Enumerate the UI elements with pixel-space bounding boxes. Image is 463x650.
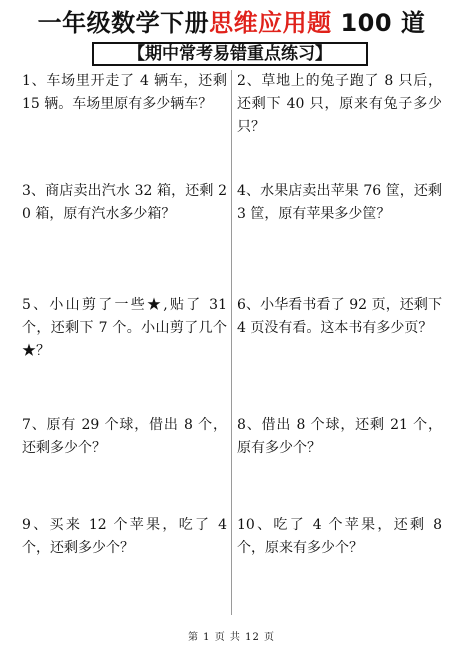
column-divider: [231, 70, 232, 615]
page-footer: 第 1 页 共 12 页: [188, 632, 275, 643]
question-1: 1、车场里开走了 4 辆车，还剩 15 辆。车场里原有多少辆车？: [22, 73, 227, 112]
question-8: 8、借出 8 个球，还剩 21 个，原有多少个？: [237, 417, 442, 456]
page-title: [0, 6, 463, 40]
question-9: 9、买来 12 个苹果，吃了 4 个，还剩多少个？: [22, 517, 227, 556]
question-7: 7、原有 29 个球，借出 8 个，还剩多少个？: [22, 417, 227, 456]
question-3: 3、商店卖出汽水 32 箱，还剩 20 箱，原有汽水多少箱？: [22, 183, 227, 222]
title-highlight: 思维应用题: [209, 9, 332, 37]
question-4: 4、水果店卖出苹果 76 筐，还剩 3 筐，原有苹果多少筐？: [237, 183, 442, 222]
title-count: 100 道: [331, 9, 426, 37]
question-10: 10、吃了 4 个苹果，还剩 8 个，原来有多少个？: [237, 517, 442, 556]
question-2: 2、草地上的兔子跑了 8 只后，还剩下 40 只，原来有兔子多少只？: [237, 73, 442, 135]
subtitle-banner: 【期中常考易错重点练习】: [92, 42, 368, 66]
question-6: 6、小华看书看了 92 页，还剩下 4 页没有看。这本书有多少页？: [237, 297, 442, 336]
question-5: 5、小山剪了一些★,贴了 31 个，还剩下 7 个。小山剪了几个★？: [22, 297, 227, 359]
title-text: 一年级数学下册: [37, 9, 210, 37]
